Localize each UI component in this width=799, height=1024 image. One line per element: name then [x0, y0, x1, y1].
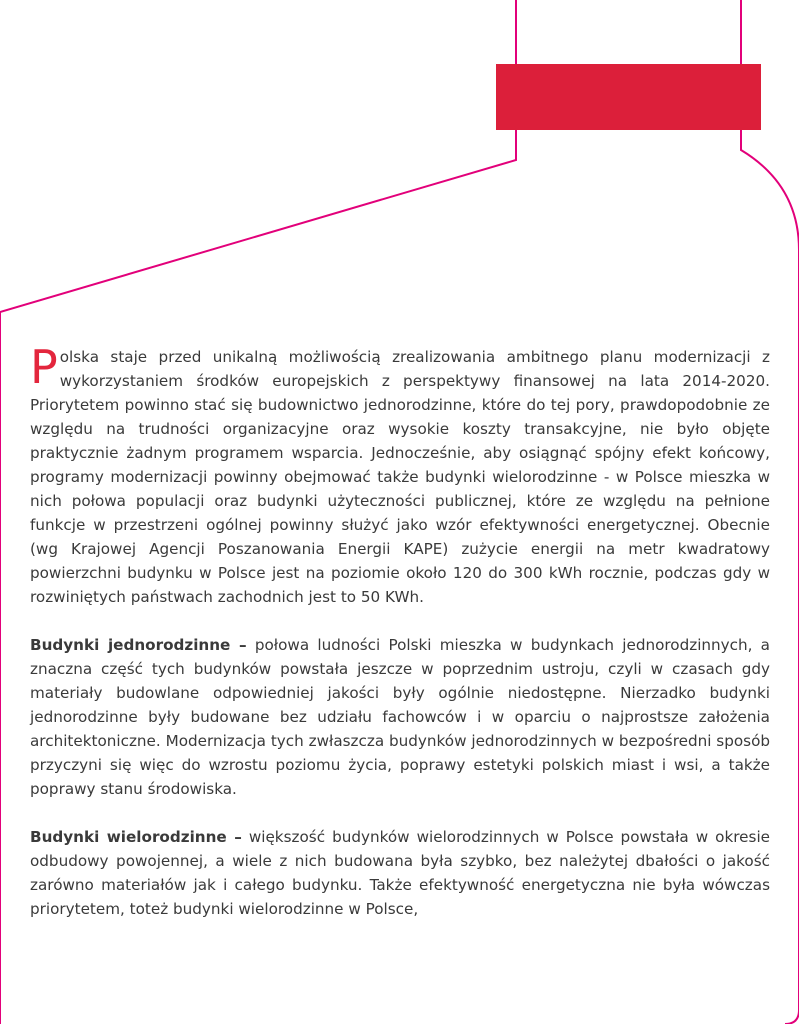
- multi-family-heading: Budynki wielorodzinne –: [30, 828, 242, 846]
- dropcap-letter: P: [30, 340, 58, 394]
- intro-paragraph: [30, 340, 770, 609]
- intro-paragraph-text: olska staje przed unikalną możliwością zrealizowania ambitnego planu modernizacji z wykorzystaniem środków europejskich z perspektywy finansowej na lata 2014-2020. Priorytetem powinno stać się budownictwo jednorodzinne, które do tej pory, prawdopodobnie ze względu na trudności organizacyjne oraz wysokie koszty transakcyjne, nie było objęte praktycznie żadnym programem wsparcia. Jednocześnie, aby osiągnąć spójny efekt końcowy, programy modernizacji powinny obejmować także budynki wielorodzinne - w Polsce mieszka w nich połowa populacji oraz budynki użyteczności publicznej, które ze względu na pełnione funkcje w przestrzeni ogólnej powinny służyć jako wzór efektywności energetycznej. Obecnie (wg Krajowej Agencji Poszanowania Energii KAPE) zużycie energii na metr kwadratowy powierzchni budynku w Polsce jest na poziomie około 120 do 300 kWh rocznie, podczas gdy w rozwiniętych państwach zachodnich jest to 50 KWh.: [30, 348, 770, 606]
- single-family-paragraph: [30, 633, 770, 801]
- single-family-heading: Budynki jednorodzinne –: [30, 636, 247, 654]
- article-body: [30, 340, 771, 945]
- multi-family-paragraph: [30, 825, 770, 921]
- red-header-block: [496, 64, 761, 130]
- multi-family-text: większość budynków wielorodzinnych w Polsce powstała w okresie odbudowy powojennej, a wiele z nich budowana była szybko, bez należytej dbałości o jakość zarówno materiałów jak i całego budynku. Także efektywność energetyczna nie była wówczas priorytetem, toteż budynki wielorodzinne w Polsce,: [30, 828, 771, 918]
- single-family-text: połowa ludności Polski mieszka w budynkach jednorodzinnych, a znaczna część tych budynków powstała jeszcze w poprzednim ustroju, czyli w czasach gdy materiały budowlane odpowiedniej jakości były ogólnie niedostępne. Nierzadko budynki jednorodzinne były budowane bez udziału fachowców i w oparciu o najprostsze założenia architektoniczne. Modernizacja tych zwłaszcza budynków jednorodzinnych w bezpośredni sposób przyczyni się więc do wzrostu poziomu życia, poprawy estetyki polskich miast i wsi, a także poprawy stanu środowiska.: [30, 636, 770, 798]
